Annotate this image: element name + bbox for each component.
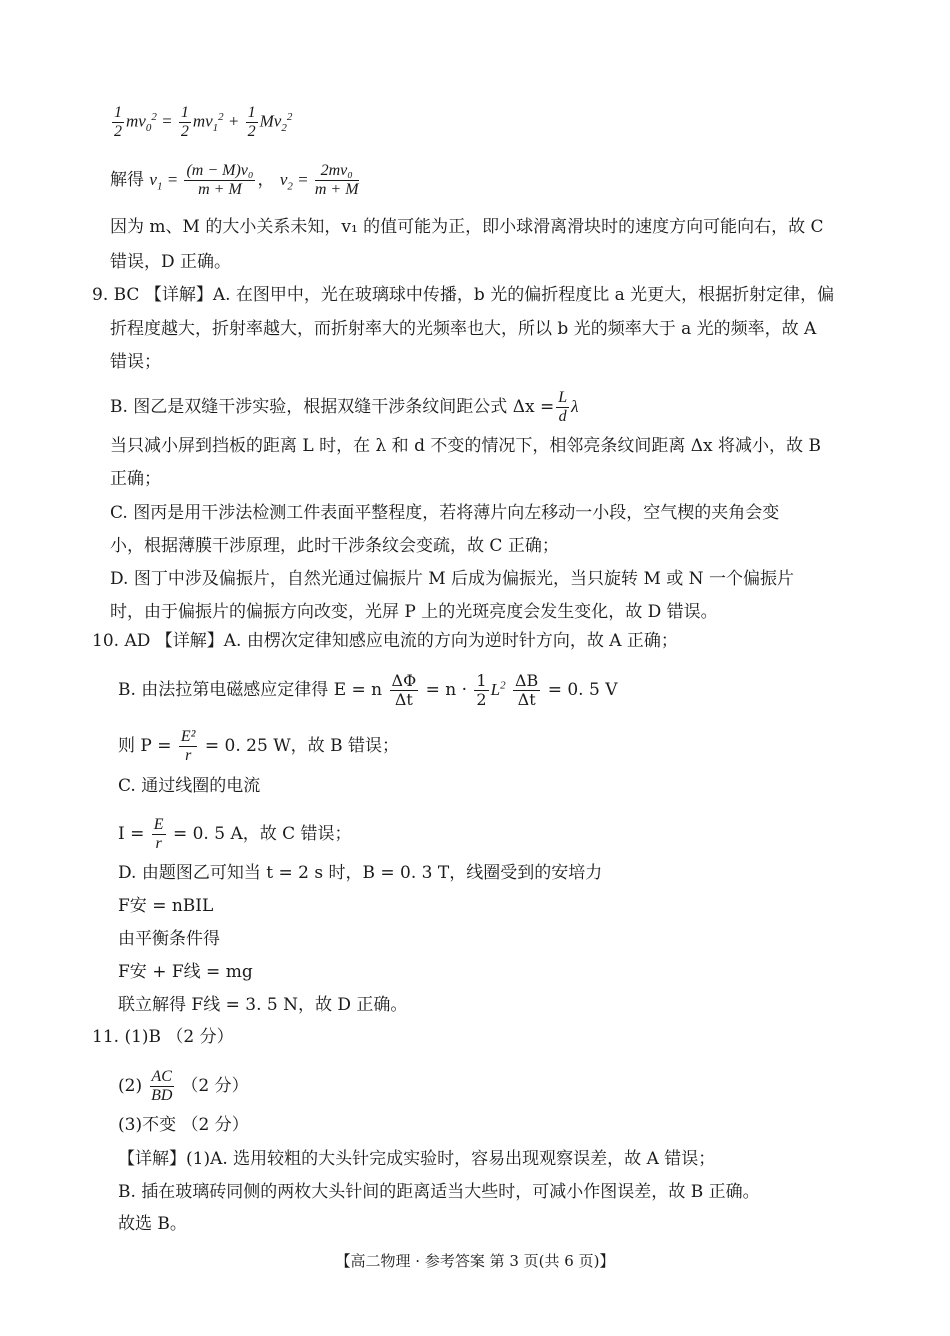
fraction: $\frac{1}{2}$ [247,104,256,140]
fraction: $\frac{\Delta B}{\Delta t}$ [514,671,539,709]
paragraph-line: F安 + F线 = mg [118,962,253,982]
fraction: $\frac{\text{(m − M)v₀}}{m + M}$ [186,162,254,198]
paragraph-line: 时，由于偏振片的偏振方向改变，光屏 P 上的光斑亮度会发生变化，故 D 错误。 [110,602,718,622]
q10-power-formula: 则 P = $\frac{\text{E²}}{r}$ = 0. 25 W，故 B 错误； [118,728,399,764]
paragraph-line: F安 = nBIL [118,896,214,916]
paragraph-line: 小，根据薄膜干涉原理，此时干涉条纹会变疏，故 C 正确； [110,536,559,556]
paragraph-line: 由平衡条件得 [118,929,220,949]
solution-line: 解得 $v_1$ = $\frac{\text{(m − M)v₀}}{m + M}$ ， $v_2$ = $\frac{\text{2mv₀}}{m + M}$ [110,162,359,198]
fraction: $\frac{1}{2}$ [180,104,189,140]
q11-part2: (2) $\frac{AC}{BD}$ （2 分） [118,1068,249,1104]
paragraph-line: 错误，D 正确。 [110,252,232,272]
paragraph-line: 正确； [110,469,161,489]
page-footer: 【高二物理 · 参考答案 第 3 页(共 6 页)】 [335,1252,615,1270]
q9-b-formula: B. 图乙是双缝干涉实验，根据双缝干涉条纹间距公式 Δx = $\frac{L}{d}$ λ [110,389,579,425]
q10-heading: 10. AD 【详解】A. 由楞次定律知感应电流的方向为逆时针方向，故 A 正确； [92,631,678,651]
paragraph-line: 故选 B。 [118,1214,187,1234]
fraction: $\frac{L}{d}$ [558,389,568,425]
q11-heading: 11. (1)B （2 分） [92,1027,234,1047]
energy-equation: $\frac{1}{2}$ $mv_0^2$ = $\frac{1}{2}$ $mv_1^2$ + $\frac{1}{2}$ $Mv_2^2$ [114,104,293,140]
paragraph-line: 联立解得 F线 = 3. 5 N，故 D 正确。 [118,995,408,1015]
fraction: $\frac{1}{2}$ [114,104,122,140]
paragraph-line: 因为 m、M 的大小关系未知，v₁ 的值可能为正，即小球滑离滑块时的速度方向可能向右，故 C [110,217,824,237]
paragraph-line: C. 通过线圈的电流 [118,776,261,796]
q10-b-formula: B. 由法拉第电磁感应定律得 E = n $\frac{\Delta\Phi}{\Delta t}$ = n · $\frac{1}{2}$ $L^2$ $\frac{\Delta B}{\Delta t}$ = 0. 5 V [118,671,618,709]
q9-heading: 9. BC 【详解】A. 在图甲中，光在玻璃球中传播，b 光的偏折程度比 a 光更大，根据折射定律，偏 [92,285,835,305]
fraction: $\frac{AC}{BD}$ [151,1068,173,1104]
paragraph-line: C. 图丙是用干涉法检测工件表面平整程度，若将薄片向左移动一小段，空气楔的夹角会变 [110,503,780,523]
fraction: $\frac{\text{E²}}{r}$ [180,728,196,764]
paragraph-line: 【详解】(1)A. 选用较粗的大头针完成实验时，容易出现观察误差，故 A 错误； [118,1149,716,1169]
fraction: $\frac{\Delta\Phi}{\Delta t}$ [391,671,417,709]
paragraph-line: D. 图丁中涉及偏振片，自然光通过偏振片 M 后成为偏振光，当只旋转 M 或 N 一个偏振片 [110,569,794,589]
paragraph-line: (3)不变 （2 分） [118,1115,249,1135]
fraction: $\frac{1}{2}$ [476,671,487,709]
fraction: $\frac{E}{r}$ [153,816,164,852]
paragraph-line: 当只减小屏到挡板的距离 L 时，在 λ 和 d 不变的情况下，相邻亮条纹间距离 Δx 将减小，故 B [110,436,821,456]
paragraph-line: 折程度越大，折射率越大，而折射率大的光频率也大，所以 b 光的频率大于 a 光的频率，故 A [110,319,817,339]
paragraph-line: B. 插在玻璃砖同侧的两枚大头针间的距离适当大些时，可减小作图误差，故 B 正确。 [118,1182,760,1202]
fraction: $\frac{\text{2mv₀}}{m + M}$ [314,162,359,198]
paragraph-line: D. 由题图乙可知当 t = 2 s 时，B = 0. 3 T，线圈受到的安培力 [118,863,603,883]
paragraph-line: 错误； [110,352,161,372]
q10-current-formula: I = $\frac{E}{r}$ = 0. 5 A，故 C 错误； [118,816,352,852]
